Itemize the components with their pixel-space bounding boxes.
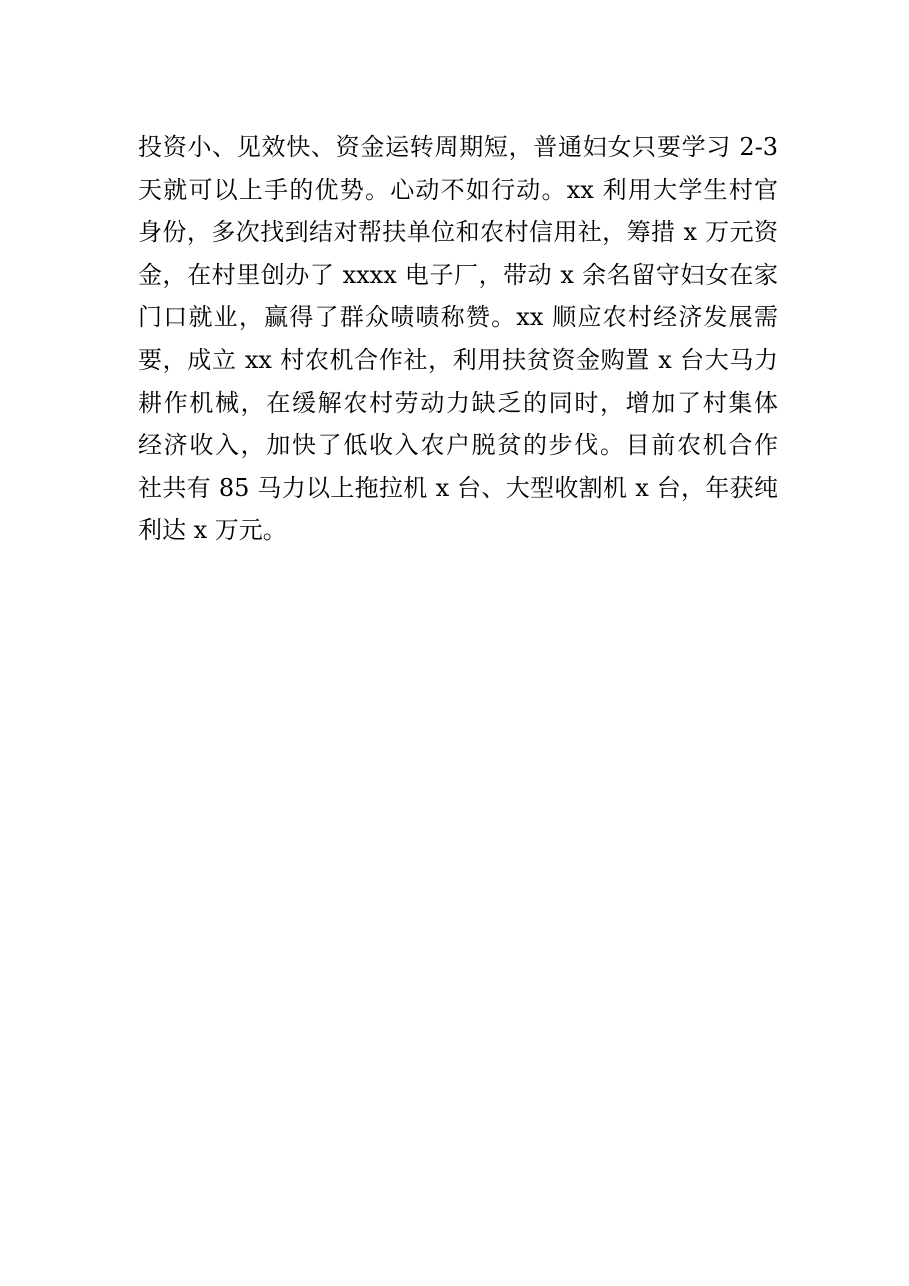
body-paragraph (138, 126, 778, 552)
paragraph-line-2: 天就可以上手的优势。心动不如行动。xx 利用大学生村官 (138, 175, 778, 204)
paragraph-line-4: 金，在村里创办了 xxxx 电子厂，带动 x 余名留守妇女在家 (138, 260, 778, 289)
paragraph-line-6: 要，成立 xx 村农机合作社，利用扶贫资金购置 x 台大马力 (138, 345, 778, 374)
paragraph-line-10: 利达 x 万元。 (138, 516, 287, 545)
paragraph-line-9: 社共有 85 马力以上拖拉机 x 台、大型收割机 x 台，年获纯 (138, 473, 778, 502)
paragraph-line-7: 耕作机械，在缓解农村劳动力缺乏的同时，增加了村集体 (138, 388, 778, 417)
paragraph-line-3: 身份，多次找到结对帮扶单位和农村信用社，筹措 x 万元资 (138, 218, 778, 247)
paragraph-line-1: 投资小、见效快、资金运转周期短，普通妇女只要学习 2-3 (138, 133, 778, 161)
paragraph-line-8: 经济收入，加快了低收入农户脱贫的步伐。目前农机合作 (138, 431, 778, 460)
paragraph-line-5: 门口就业，赢得了群众啧啧称赞。xx 顺应农村经济发展需 (138, 303, 778, 332)
